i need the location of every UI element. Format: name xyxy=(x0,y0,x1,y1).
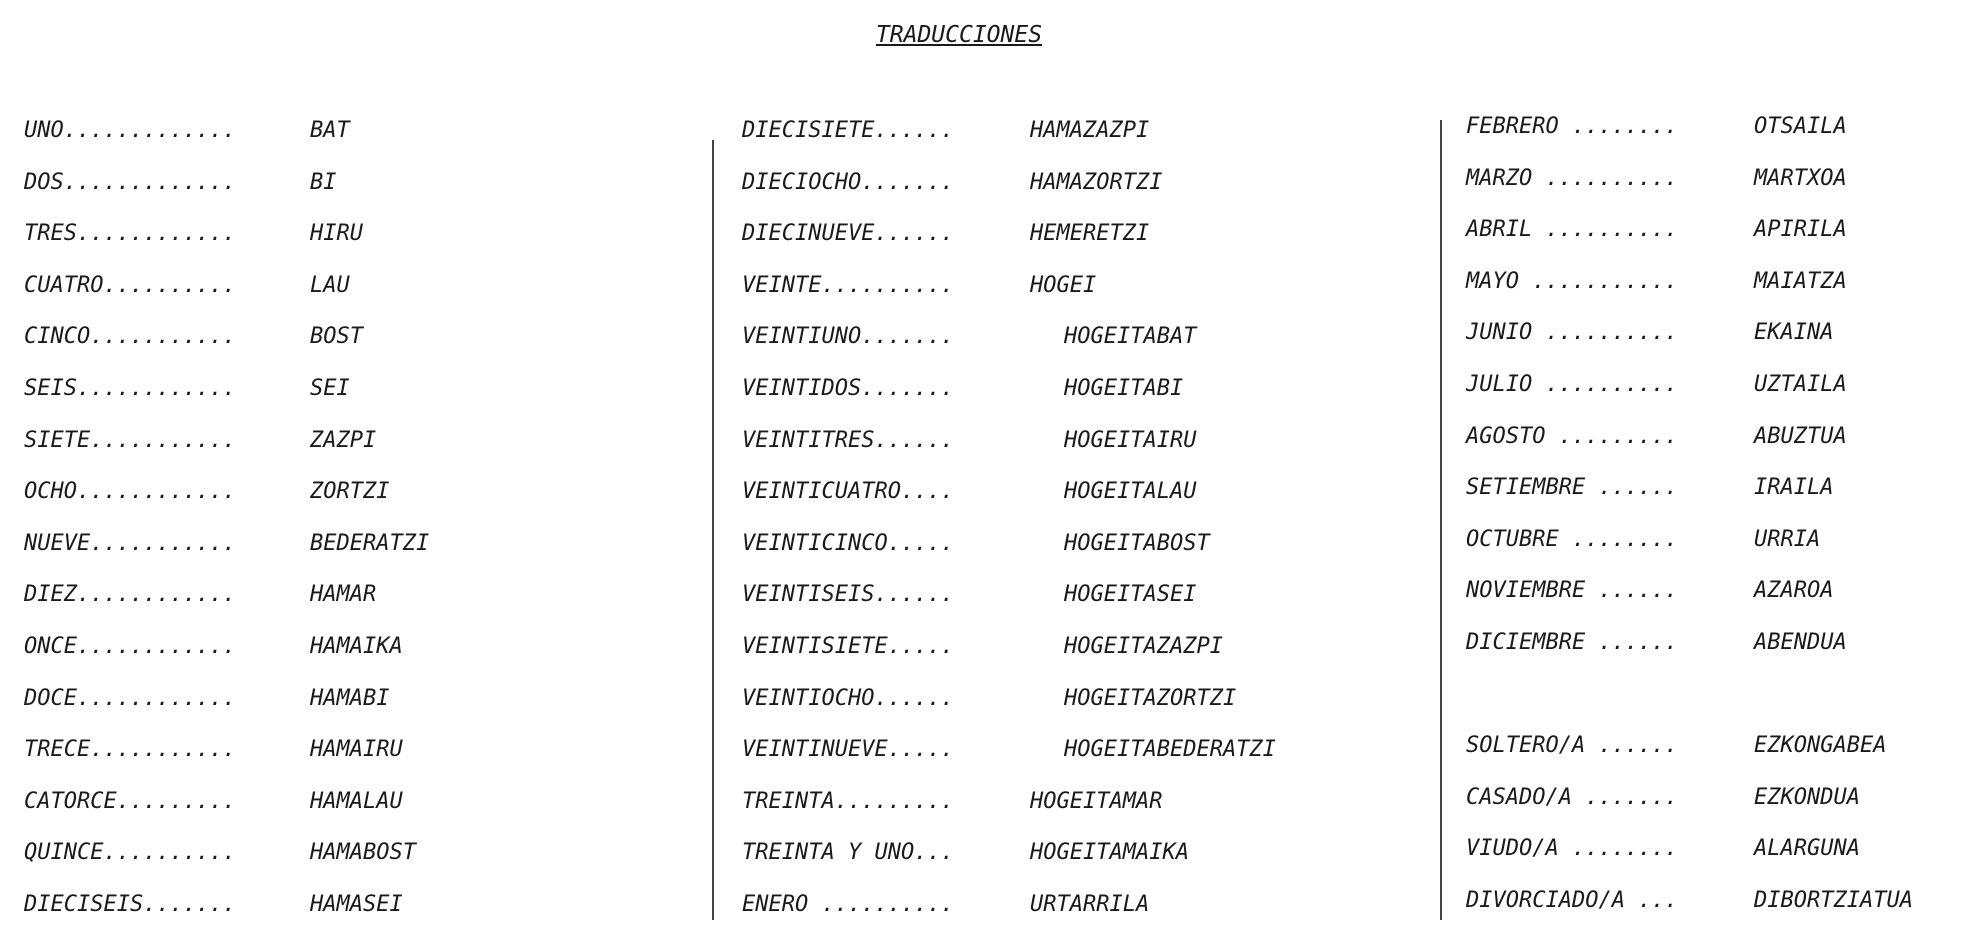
spanish-term: NOVIEMBRE ...... xyxy=(1466,578,1678,604)
spanish-term: JUNIO .......... xyxy=(1466,320,1678,346)
spanish-term: CASADO/A ....... xyxy=(1466,784,1678,810)
spanish-term: MAYO ........... xyxy=(1466,268,1678,294)
spanish-term: QUINCE.......... xyxy=(24,840,236,866)
spanish-term: DIECIOCHO....... xyxy=(742,169,954,195)
column-divider xyxy=(712,140,714,920)
spanish-term: SOLTERO/A ...... xyxy=(1466,733,1678,759)
spanish-term: ENERO .......... xyxy=(742,891,954,917)
spanish-term: CUATRO.......... xyxy=(24,272,236,298)
spanish-term: CATORCE......... xyxy=(24,788,236,814)
basque-term: HOGEITAMAIKA xyxy=(1030,840,1189,866)
basque-term: MAIATZA xyxy=(1754,268,1847,294)
basque-term: HAMAZAZPI xyxy=(1030,118,1150,143)
spanish-term: FEBRERO ........ xyxy=(1466,114,1678,139)
spanish-term: MARZO .......... xyxy=(1466,165,1678,191)
basque-term: HOGEI xyxy=(1030,272,1097,298)
basque-term: SEI xyxy=(310,375,350,401)
spanish-term: VIUDO/A ........ xyxy=(1466,836,1678,862)
basque-term: ALARGUNA xyxy=(1754,836,1860,862)
basque-term: HOGEITASEI xyxy=(1064,582,1197,608)
column-divider xyxy=(1440,120,1442,920)
spanish-term: OCTUBRE ........ xyxy=(1466,526,1678,552)
basque-term: EKAINA xyxy=(1754,320,1834,346)
basque-term: HOGEITAZORTZI xyxy=(1064,685,1237,711)
basque-term: HOGEITABEDERATZI xyxy=(1064,737,1276,763)
spanish-term: DIEZ............ xyxy=(24,582,236,608)
spanish-term: VEINTE.......... xyxy=(742,272,954,298)
basque-term: OTSAILA xyxy=(1754,114,1847,139)
spanish-term: VEINTICUATRO.... xyxy=(742,479,954,505)
basque-term: HAMAIRU xyxy=(310,737,403,763)
basque-term: HOGEITALAU xyxy=(1064,479,1197,505)
basque-term: AZAROA xyxy=(1754,578,1834,604)
basque-term: EZKONDUA xyxy=(1754,784,1860,810)
basque-term: BOST xyxy=(310,324,363,350)
basque-term: MARTXOA xyxy=(1754,165,1847,191)
spanish-term: SIETE........... xyxy=(24,427,236,453)
spanish-term: SEIS............ xyxy=(24,375,236,401)
spanish-term: VEINTISEIS...... xyxy=(742,582,954,608)
spanish-term: VEINTINUEVE..... xyxy=(742,737,954,763)
basque-term: APIRILA xyxy=(1754,217,1847,243)
spanish-term: VEINTIDOS....... xyxy=(742,375,954,401)
basque-term: HOGEITABOST xyxy=(1064,530,1210,556)
spanish-term: TRECE........... xyxy=(24,737,236,763)
basque-term: HAMAIKA xyxy=(310,633,403,659)
basque-term: HEMERETZI xyxy=(1030,221,1150,247)
basque-term: URTARRILA xyxy=(1030,891,1150,917)
spanish-term: ABRIL .......... xyxy=(1466,217,1678,243)
spanish-term: DICIEMBRE ...... xyxy=(1466,629,1678,655)
basque-term: BI xyxy=(310,169,337,195)
basque-term: EZKONGABEA xyxy=(1754,733,1887,759)
basque-term: DIBORTZIATUA xyxy=(1754,887,1913,913)
spanish-term: JULIO .......... xyxy=(1466,371,1678,397)
basque-term: HIRU xyxy=(310,221,363,247)
spanish-term: OCHO............ xyxy=(24,479,236,505)
spanish-term: VEINTISIETE..... xyxy=(742,633,954,659)
basque-term: ABENDUA xyxy=(1754,629,1847,655)
basque-term: HAMASEI xyxy=(310,891,403,917)
spanish-term: CINCO........... xyxy=(24,324,236,350)
spanish-term: DOS............. xyxy=(24,169,236,195)
spanish-term: SETIEMBRE ...... xyxy=(1466,475,1678,501)
spanish-term: DIECINUEVE...... xyxy=(742,221,954,247)
spanish-term: TREINTA Y UNO... xyxy=(742,840,954,866)
basque-term: ZORTZI xyxy=(310,479,390,505)
spanish-term: DIVORCIADO/A ... xyxy=(1466,887,1678,913)
basque-term: HAMAZORTZI xyxy=(1030,169,1163,195)
basque-term: HOGEITAZAZPI xyxy=(1064,633,1223,659)
basque-term: HOGEITABAT xyxy=(1064,324,1197,350)
basque-term: HOGEITAIRU xyxy=(1064,427,1197,453)
basque-term: HOGEITABI xyxy=(1064,375,1184,401)
basque-term: ABUZTUA xyxy=(1754,423,1847,449)
spanish-term: VEINTICINCO..... xyxy=(742,530,954,556)
basque-term: HAMABI xyxy=(310,685,390,711)
spanish-term: AGOSTO ......... xyxy=(1466,423,1678,449)
spanish-term: NUEVE........... xyxy=(24,530,236,556)
basque-term: HAMAR xyxy=(310,582,377,608)
spanish-term: VEINTIOCHO...... xyxy=(742,685,954,711)
basque-term: IRAILA xyxy=(1754,475,1834,501)
basque-term: ZAZPI xyxy=(310,427,377,453)
basque-term: HOGEITAMAR xyxy=(1030,788,1163,814)
page-title: TRADUCCIONES xyxy=(875,22,1043,48)
spanish-term: TRES............ xyxy=(24,221,236,247)
basque-term: HAMABOST xyxy=(310,840,416,866)
spanish-term: DIECISEIS....... xyxy=(24,891,236,917)
spanish-term: TREINTA......... xyxy=(742,788,954,814)
basque-term: HAMALAU xyxy=(310,788,403,814)
basque-term: BAT xyxy=(310,118,350,143)
spanish-term: VEINTITRES...... xyxy=(742,427,954,453)
spanish-term: UNO............. xyxy=(24,118,236,143)
spanish-term: DIECISIETE...... xyxy=(742,118,954,143)
basque-term: LAU xyxy=(310,272,350,298)
basque-term: BEDERATZI xyxy=(310,530,430,556)
basque-term: URRIA xyxy=(1754,526,1821,552)
spanish-term: VEINTIUNO....... xyxy=(742,324,954,350)
basque-term: UZTAILA xyxy=(1754,371,1847,397)
spanish-term: DOCE............ xyxy=(24,685,236,711)
spanish-term: ONCE............ xyxy=(24,633,236,659)
